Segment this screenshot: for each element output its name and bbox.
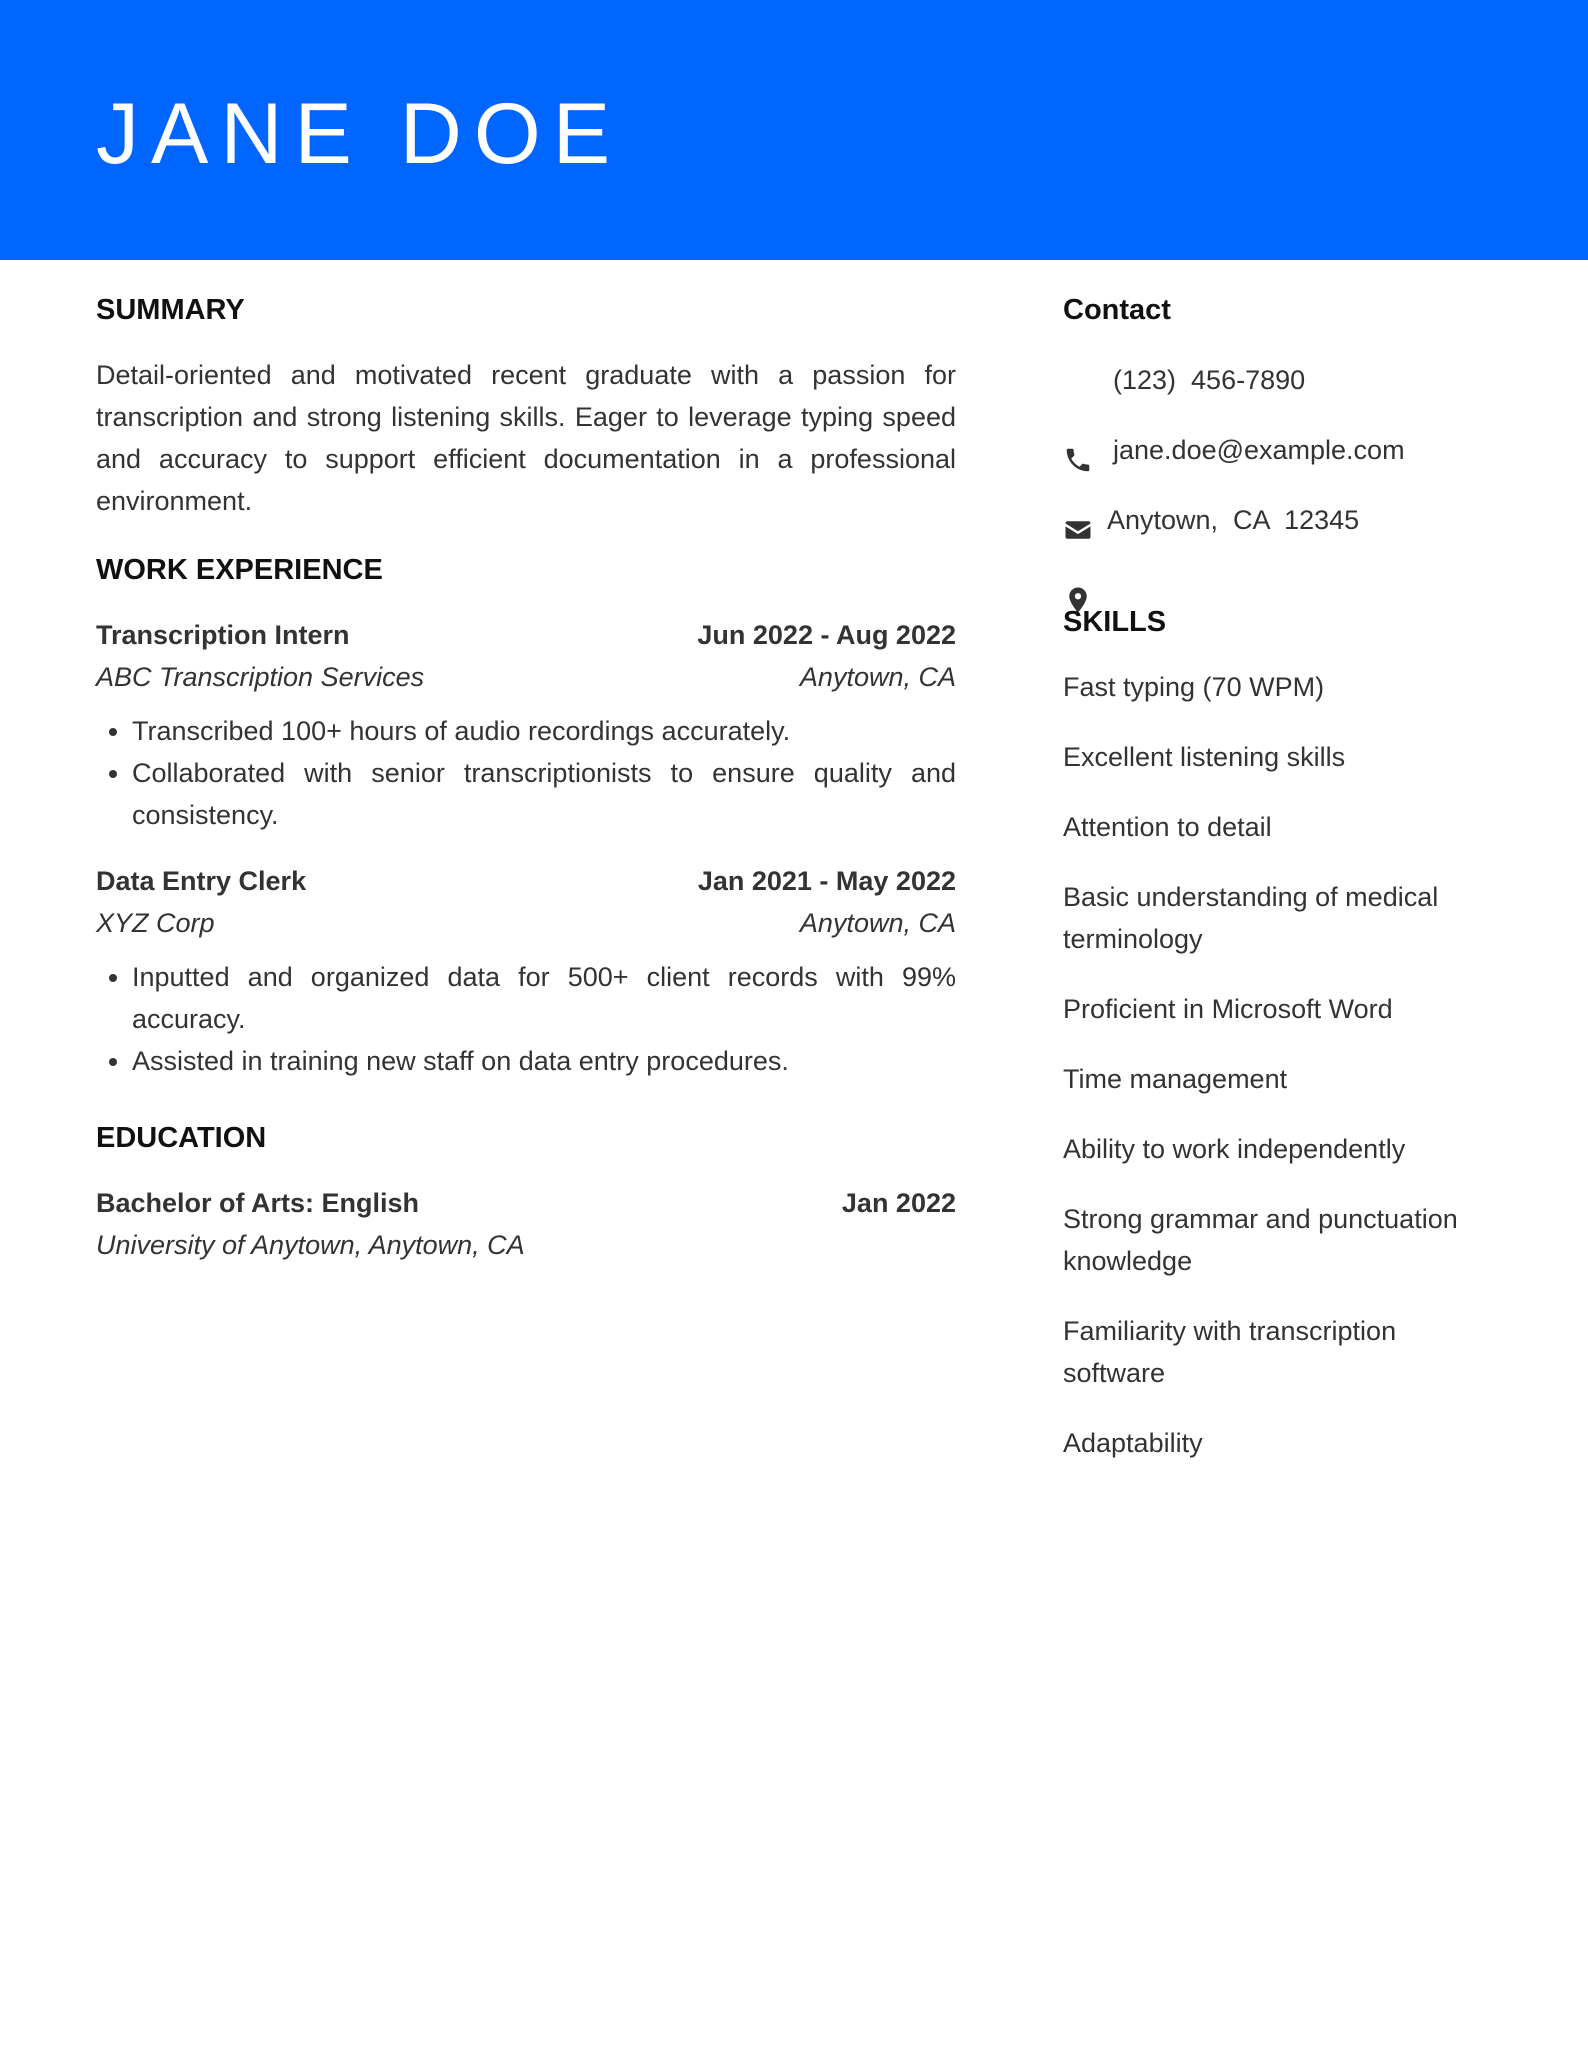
job-entry (96, 860, 956, 1082)
job-company: ABC Transcription Services (96, 662, 425, 692)
candidate-name: JANE DOE (96, 86, 623, 182)
job-company: XYZ Corp (96, 908, 215, 938)
skill-item: Strong grammar and punctuation knowledge (1063, 1204, 1458, 1276)
school: University of Anytown, Anytown, CA (96, 1230, 525, 1260)
job-bullet: • Transcribed 100+ hours of audio recordings accurately. (132, 710, 956, 752)
side-column (1063, 290, 1503, 1492)
summary-heading: SUMMARY (96, 294, 245, 326)
job-location: Anytown, CA (799, 908, 956, 938)
main-column (96, 290, 956, 1266)
job-entry (96, 614, 956, 836)
email-address: jane.doe@example.com (1113, 435, 1405, 465)
work-experience-section (96, 550, 956, 1082)
education-entry (96, 1182, 956, 1266)
skill-item: Excellent listening skills (1063, 742, 1346, 772)
contact-heading: Contact (1063, 294, 1171, 326)
job-bullets (96, 956, 956, 1082)
skill-item: Fast typing (70 WPM) (1063, 672, 1325, 702)
skill-item: Proficient in Microsoft Word (1063, 994, 1393, 1024)
job-title: Transcription Intern (96, 620, 350, 650)
envelope-icon (1063, 435, 1093, 465)
phone-icon (1063, 365, 1093, 395)
summary-text: Detail-oriented and motivated recent graduate with a passion for transcription and strong listening skills. Eager to leverage typing speed and accuracy to support efficient documentation in a professional environment. (96, 360, 956, 516)
skill-item: Adaptability (1063, 1428, 1203, 1458)
skill-item: Time management (1063, 1064, 1288, 1094)
education-heading: EDUCATION (96, 1122, 267, 1154)
phone-number: (123) 456-7890 (1113, 365, 1306, 395)
job-bullet: • Collaborated with senior transcriptionists to ensure quality and consistency. (132, 752, 956, 836)
skill-item: Basic understanding of medical terminology (1063, 882, 1439, 954)
work-experience-heading: WORK EXPERIENCE (96, 554, 383, 586)
job-dates: Jan 2021 - May 2022 (697, 866, 956, 896)
job-bullet: • Inputted and organized data for 500+ client records with 99% accuracy. (132, 956, 956, 1040)
job-location: Anytown, CA (799, 662, 956, 692)
graduation-date: Jan 2022 (841, 1188, 956, 1218)
contact-phone (1063, 360, 1503, 400)
skill-item: Ability to work independently (1063, 1134, 1406, 1164)
map-marker-icon (1063, 505, 1093, 535)
contact-section (1063, 290, 1503, 540)
job-bullet: • Assisted in training new staff on data entry procedures. (132, 1040, 956, 1082)
contact-address (1063, 500, 1503, 540)
summary-section (96, 290, 956, 522)
skill-item: Attention to detail (1063, 812, 1272, 842)
skills-section (1063, 602, 1503, 1464)
job-dates: Jun 2022 - Aug 2022 (697, 620, 956, 650)
job-bullets (96, 710, 956, 836)
degree: Bachelor of Arts: English (96, 1188, 420, 1218)
skills-heading: SKILLS (1063, 606, 1167, 638)
job-title: Data Entry Clerk (96, 866, 307, 896)
skill-item: Familiarity with transcription software (1063, 1316, 1397, 1388)
header-banner (0, 0, 1588, 260)
address: Anytown, CA 12345 (1107, 505, 1360, 535)
contact-email (1063, 430, 1503, 470)
skills-list (1063, 666, 1503, 1464)
education-section (96, 1118, 956, 1266)
